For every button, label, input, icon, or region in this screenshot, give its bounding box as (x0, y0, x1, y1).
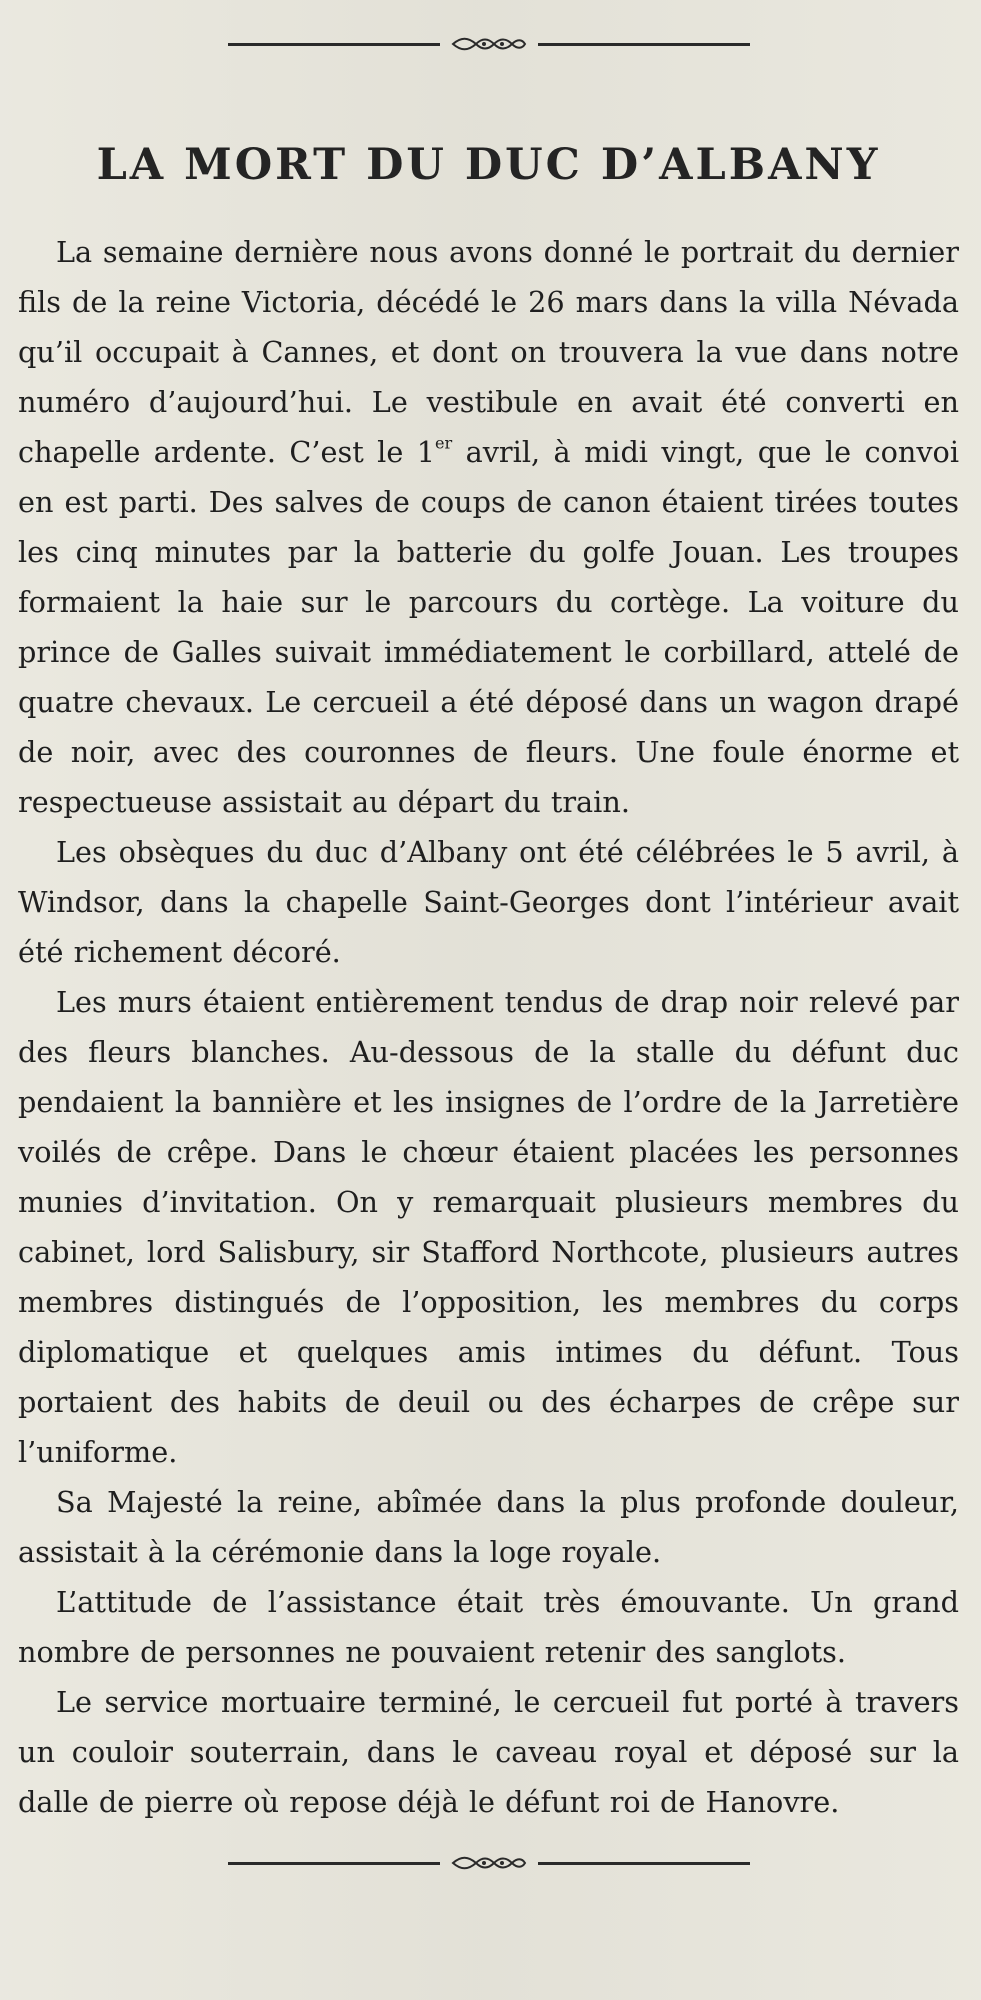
paragraph-1-before-superscript: La semaine dernière nous avons donné le portrait du dernier fils de la reine Victoria, décédé le 26 mars dans la villa Névada qu’il occupait à Cannes, et dont on trouvera la vue dans notre numéro d’aujourd’hui. Le vestibule en avait été converti en chapelle ardente. C’est le 1 (18, 235, 959, 469)
top-left-rule-line (228, 43, 440, 46)
ordinal-superscript: er (435, 433, 453, 453)
bottom-left-rule-line (228, 1862, 440, 1865)
article-body (18, 227, 959, 1827)
paragraph-1-after-superscript: avril, à midi vingt, que le convoi en est parti. Des salves de coups de canon étaient tirées toutes les cinq minutes par la batterie du golfe Jouan. Les troupes formaient la haie sur le parcours du cortège. La voiture du prince de Galles suivait immédiatement le corbillard, attelé de quatre chevaux. Le cercueil a été déposé dans un wagon drapé de noir, avec des couronnes de fleurs. Une foule énorme et respectueuse assistait au départ du train. (18, 435, 960, 819)
bottom-right-rule-line (538, 1862, 750, 1865)
ornamental-rule-icon (450, 36, 528, 52)
paragraph-2: Les obsèques du duc d’Albany ont été célébrées le 5 avril, à Windsor, dans la chapelle Saint-Georges dont l’intérieur avait été richement décoré. (18, 835, 959, 969)
ornamental-rule-icon (450, 1855, 528, 1871)
paragraph-3: Les murs étaient entièrement tendus de drap noir relevé par des fleurs blanches. Au-dessous de la stalle du défunt duc pendaient la bannière et les insignes de l’ordre de la Jarretière voilés de crêpe. Dans le chœur étaient placées les personnes munies d’invitation. On y remarquait plusieurs membres du cabinet, lord Salisbury, sir Stafford Northcote, plusieurs autres membres distingués de l’opposition, les membres du corps diplomatique et quelques amis intimes du défunt. Tous portaient des habits de deuil ou des écharpes de crêpe sur l’uniforme. (18, 985, 959, 1469)
paragraph-1 (18, 227, 959, 827)
paragraph-5: L’attitude de l’assistance était très émouvante. Un grand nombre de personnes ne pouvaient retenir des sanglots. (18, 1585, 959, 1669)
top-ornamental-rule (18, 36, 959, 52)
top-right-rule-line (538, 43, 750, 46)
paragraph-4: Sa Majesté la reine, abîmée dans la plus profonde douleur, assistait à la cérémonie dans la loge royale. (18, 1485, 959, 1569)
bottom-ornamental-rule (18, 1855, 959, 1871)
paragraph-6: Le service mortuaire terminé, le cercueil fut porté à travers un couloir souterrain, dans le caveau royal et déposé sur la dalle de pierre où repose déjà le défunt roi de Hanovre. (18, 1685, 959, 1819)
article-title: LA MORT DU DUC D’ALBANY (96, 140, 881, 190)
